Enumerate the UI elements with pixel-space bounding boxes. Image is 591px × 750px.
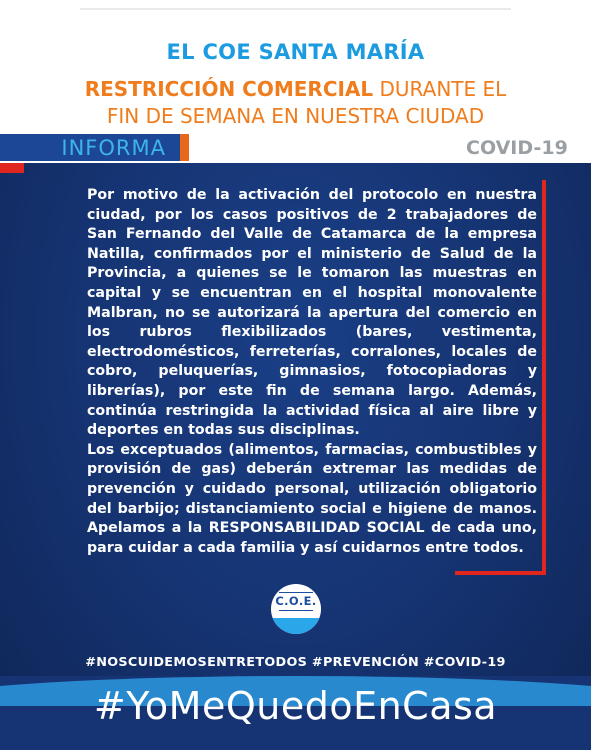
paragraph-2: Los exceptuados (alimentos, farmacias, combustibles y provisión de gas) deberán extremar las medidas de prevención y cuidado personal, utilización obligatorio del barbijo; distanciamiento social e higiene de manos. Apelamos a la RESPONSABILIDAD SOCIAL de cada uno, para cuidar a cada familia y así cuidarnos entre todos. (87, 441, 537, 556)
logo-text: C.O.E. (275, 594, 317, 608)
subtitle-bold: RESTRICCIÓN COMERCIAL (84, 77, 374, 101)
main-hashtag: #YoMeQuedoEnCasa (93, 684, 498, 728)
subtitle-line2: FIN DE SEMANA EN NUESTRA CIUDAD (106, 104, 485, 128)
announcement-body (87, 186, 537, 558)
logo-wave (271, 618, 321, 634)
coe-logo (271, 584, 321, 634)
hashtags-line: #NOSCUIDEMOSENTRETODOS #PREVENCIÓN #COVID-19 (85, 655, 506, 670)
corner-accent (0, 163, 24, 173)
informa-accent (180, 134, 189, 161)
covid-label: COVID-19 (466, 137, 568, 159)
logo-divider-bottom (279, 610, 313, 611)
red-vertical-accent (542, 180, 546, 573)
top-divider (80, 8, 511, 10)
subtitle-rest: DURANTE EL (373, 77, 507, 101)
header (0, 0, 591, 163)
informa-label: INFORMA (61, 136, 166, 160)
paragraph-1: Por motivo de la activación del protocolo en nuestra ciudad, por los casos positivos de 2 trabajadores de San Fernando del Valle de Catamarca de la empresa Natilla, confirmados por el ministerio de Salud de la Provincia, a quienes se le tomaron las muestras en capital y se encuentran en el hospital monovalente Malbran, no se autorizará la apertura del comercio en los rubros flexibilizados (bares, vestimenta, electrodomésticos, ferreterías, corralones, locales de cobro, peluquerías, gimnasios, fotocopiadoras y librerías), por este fin de semana largo. Además, continúa restringida la actividad física al aire libre y deportes en todas sus disciplinas. (87, 187, 537, 439)
logo-divider-top (279, 592, 313, 593)
informa-banner (0, 134, 180, 161)
subtitle-line1 (0, 77, 591, 101)
red-horizontal-accent (455, 571, 546, 575)
page-title: EL COE SANTA MARÍA (166, 40, 425, 64)
